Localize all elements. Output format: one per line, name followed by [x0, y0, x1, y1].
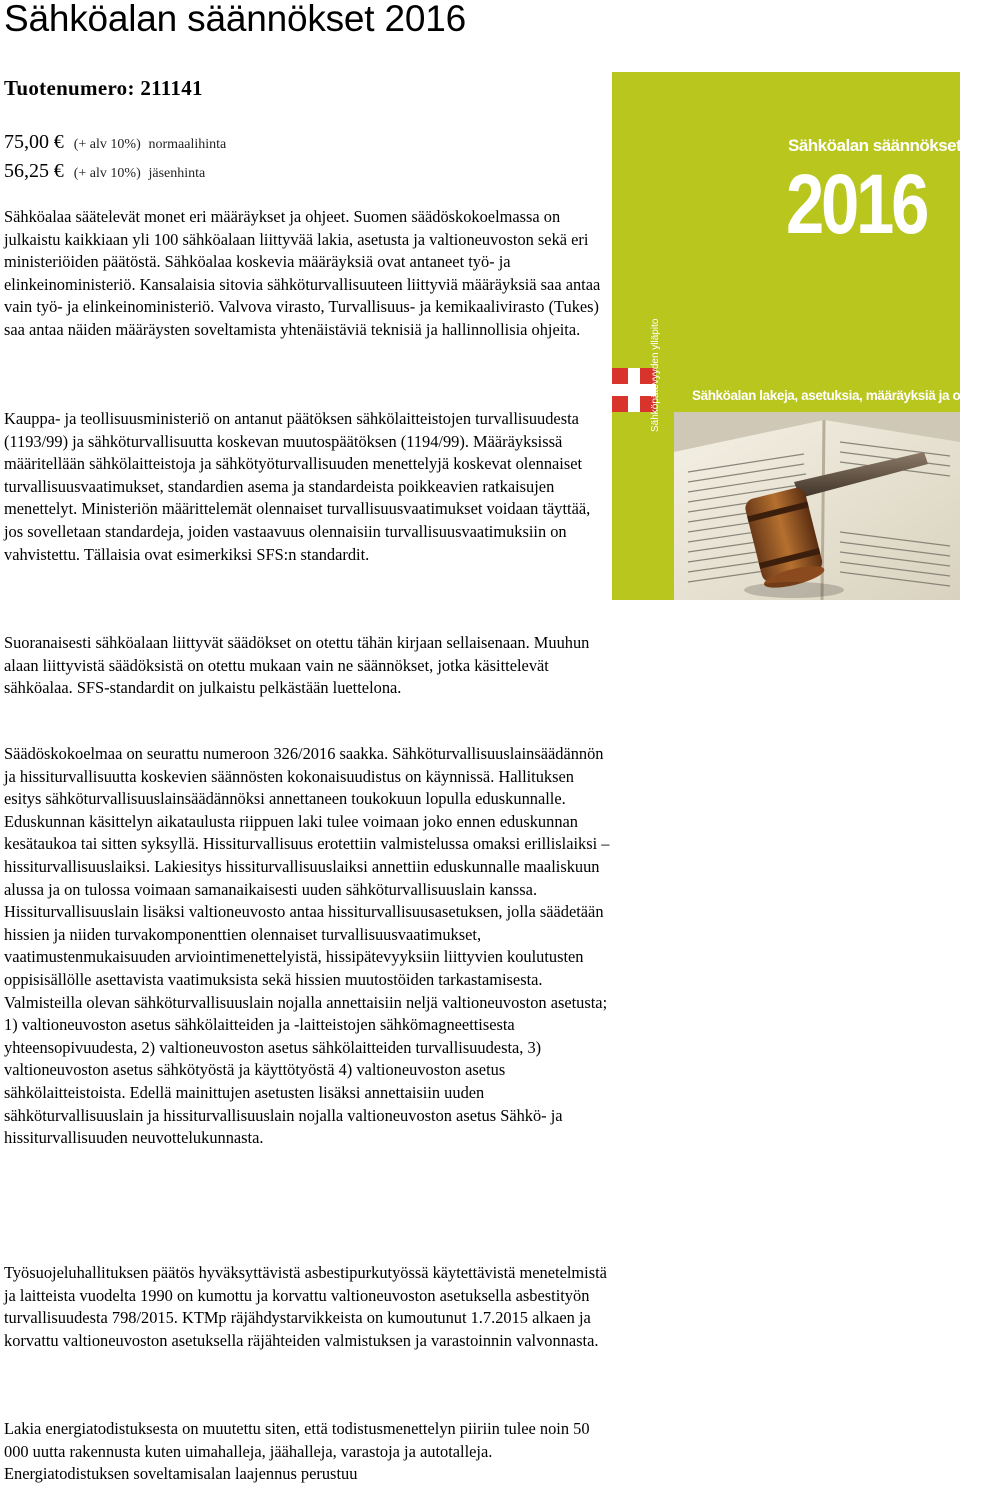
- price-normal: [4, 131, 226, 154]
- price-member: [4, 160, 205, 183]
- price-vat: (+ alv 10%): [73, 137, 141, 152]
- cover-series-title: Sähköalan säännökset: [788, 136, 962, 155]
- price-amount: 56,25: [4, 160, 49, 182]
- gavel-and-book-photo: [674, 412, 960, 600]
- book-cover-image: [612, 72, 993, 600]
- product-number-label: Tuotenumero:: [4, 76, 135, 100]
- description-paragraph: Säädöskokoelmaa on seurattu numeroon 326/2016 saakka. Sähköturvallisuuslainsäädännön ja hissiturvallisuutta koskevien säännösten kokonaisuudistus on käynnissä. Hallituksen esitys sähköturvallisuuslainsäädännöksi annettaneen toukokuun lopulla eduskunnalle. Eduskunnan käsittelyn aikataulusta riippuen laki tulee voimaan joko ennen eduskunnan kesätaukoa tai sitten syksyllä. Hissiturvallisuus erotettiin valmistelussa omaksi erillislaiksi – hissiturvallisuuslaiksi. Lakiesitys hissiturvallisuuslaiksi annettiin eduskunnalle maaliskuun alussa ja on tulossa voimaan samanaikaisesti uuden sähköturvallisuuslain kanssa. Hissiturvallisuuslain lisäksi valtioneuvosto antaa hissiturvallisuusasetuksen, jolla säädetään hissien ja niiden turvakomponenttien olennaiset turvallisuusvaatimukset, vaatimustenmukaisuuden arviointimenettelyistä, hissipätevyyksiin liittyvien koulutusten oppisisällölle asettavista vaatimuksista sekä hissien muutostöiden tarkastamisesta. Valmisteilla olevan sähköturvallisuuslain nojalla annettaisiin neljä valtioneuvoston asetusta; 1) valtioneuvoston asetus sähkölaitteiden ja -laitteistojen sähkömagneettisesta yhteensopivuudesta, 2) valtioneuvoston asetus sähkölaitteiden turvallisuudesta, 3) valtioneuvoston asetus sähkötyöstä ja käyttötyöstä 4) valtioneuvoston asetus sähkölaitteistoista. Edellä mainittujen asetusten lisäksi annettaisiin uuden sähköturvallisuuslain ja hissiturvallisuuslain nojalla valtioneuvoston asetus Sähkö- ja hissiturvallisuuden neuvottelukunnasta.: [4, 744, 610, 1148]
- cover-publisher: Sähköpätevyyden ylläpito: [650, 318, 661, 432]
- price-kind: normaalihinta: [148, 137, 227, 152]
- description-paragraph: Työsuojeluhallituksen päätös hyväksyttävistä asbestipurkutyössä käytettävistä menetelmistä ja laitteista vuodelta 1990 on kumottu ja korvattu valtioneuvoston asetuksella asbestityön turvallisuudesta 798/2015. KTMp räjähdystarvikkeista on kumoutunut 1.7.2015 alkaen ja korvattu valtioneuvoston asetuksella räjähteiden valmistuksen ja varastoinnin valvonnasta.: [4, 1263, 607, 1350]
- description-paragraph: Suoranaisesti sähköalaan liittyvät säädökset on otettu tähän kirjaan sellaisenaan. Muuhun alaan liittyvistä säädöksistä on otettu mukaan vain ne säännökset, jotka käsittelevät sähköalaa. SFS-standardit on julkaistu pelkästään luettelona.: [4, 633, 590, 698]
- page-title: Sähköalan säännökset 2016: [4, 0, 466, 39]
- cover-year: 2016: [786, 157, 927, 251]
- price-vat: (+ alv 10%): [73, 166, 141, 181]
- description-paragraph: Kauppa- ja teollisuusministeriö on antanut päätöksen sähkölaitteistojen turvallisuudesta (1193/99) ja sähköturvallisuutta koskevan muutospäätöksen (1194/99). Määräyksissä määritellään sähkölaitteistoja ja sähkötyöturvallisuuden menettelyjä koskevat olennaiset turvallisuusvaatimukset, standardien asema ja standardeista poikkeavien ratkaisujen menettelyt. Ministeriön määrittelemät olennaiset turvallisuusvaatimukset voidaan täyttää, jos sovelletaan standardeja, joiden vastaavuus olennaisiin turvallisuusvaatimuksiin on vahvistettu. Tällaisia ovat esimerkiksi SFS:n standardit.: [4, 409, 591, 564]
- price-amount: 75,00: [4, 131, 49, 153]
- product-number: [4, 76, 203, 101]
- description-paragraph: Sähköalaa säätelevät monet eri määräykset ja ohjeet. Suomen säädöskokoelmassa on julkaistu kaikkiaan yli 100 sähköalaan liittyvää lakia, asetusta ja valtioneuvoston sekä eri ministeriöiden päätöstä. Sähköalaa koskevia määräyksiä ovat antaneet työ- ja elinkeinoministeriö. Kansalaisia sitovia sähköturvallisuuteen liittyviä määräyksiä saa antaa vain työ- ja elinkeinoministeriö. Valvova virasto, Turvallisuus- ja kemikaalivirasto (Tukes) saa antaa näiden määräysten soveltamista yhtenäistäviä teknisiä ja hallinnollisia ohjeita.: [4, 207, 601, 339]
- euro-icon: €: [53, 131, 64, 153]
- price-kind: jäsenhinta: [148, 166, 206, 181]
- product-number-value: 211141: [140, 76, 203, 100]
- cover-subtitle: Sähköalan lakeja, asetuksia, määräyksiä ja ohjeita: [692, 388, 993, 403]
- description-paragraph: Lakia energiatodistuksesta on muutettu siten, että todistusmenettelyn piiriin tulee noin 50 000 uutta rakennusta kuten uimahalleja, jäähalleja, varastoja ja autotalleja. Energiatodistuksen soveltamisalan laajennus perustuu: [4, 1419, 590, 1484]
- euro-icon: €: [53, 160, 64, 182]
